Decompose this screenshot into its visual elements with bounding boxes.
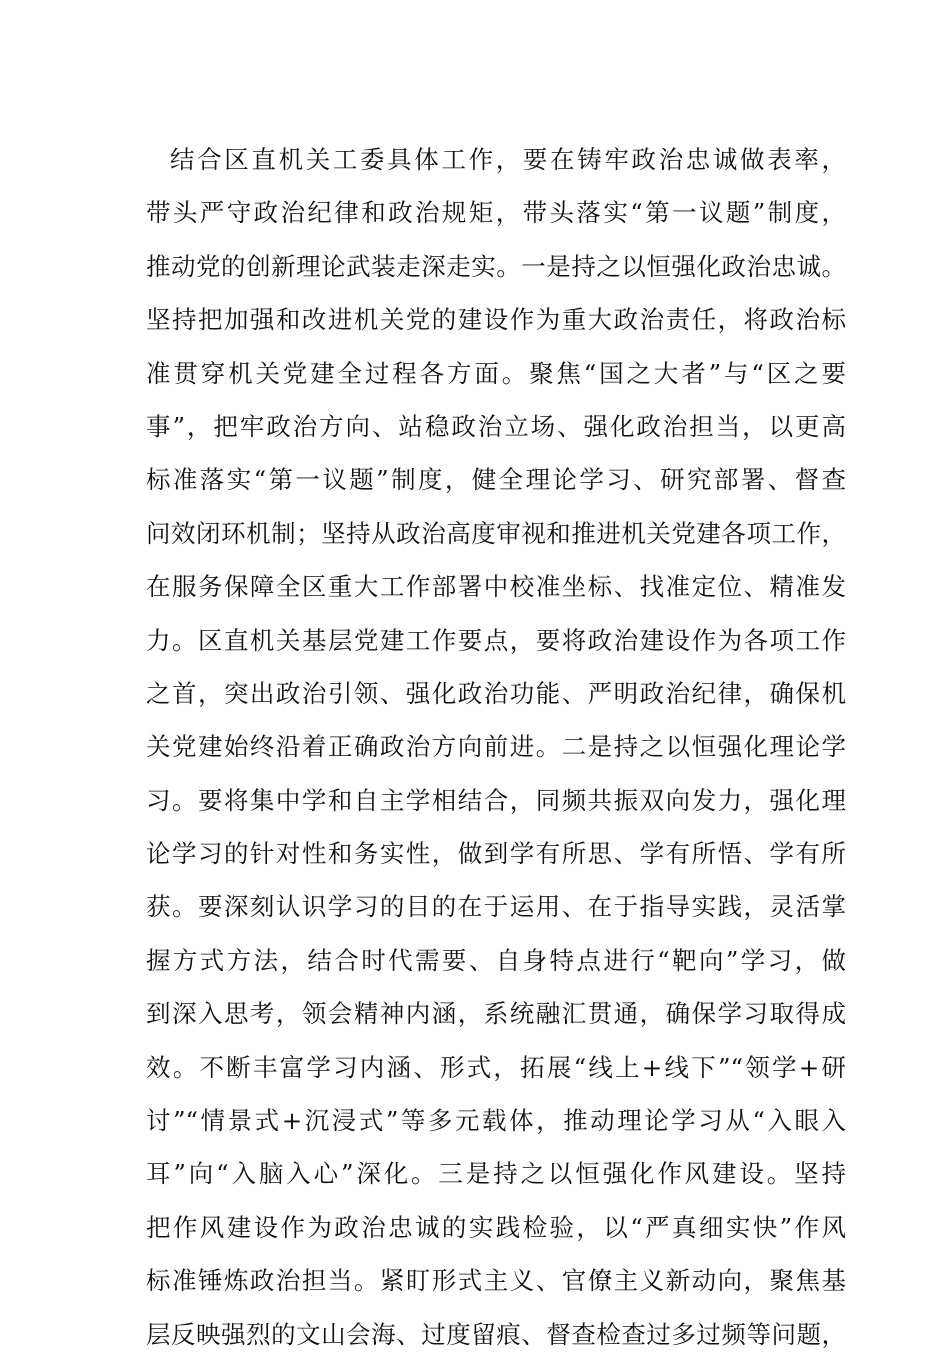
text-line: 推动党的创新理论武装走深走实。一是持之以恒强化政治忠诚。 xyxy=(146,251,846,281)
text-line: 坚持把加强和改进机关党的建设作为重大政治责任，将政治标 xyxy=(146,305,846,335)
text-line: 在服务保障全区重大工作部署中校准坐标、找准定位、精准发 xyxy=(146,572,846,602)
text-line: 之首，突出政治引领、强化政治功能、严明政治纪律，确保机 xyxy=(146,678,846,708)
text-line: 把作风建设作为政治忠诚的实践检验，以“严真细实快”作风 xyxy=(146,1212,846,1242)
text-line: 论学习的针对性和务实性，做到学有所思、学有所悟、学有所 xyxy=(146,839,846,869)
text-line: 问效闭环机制；坚持从政治高度审视和推进机关党建各项工作， xyxy=(146,518,846,548)
text-line: 获。要深刻认识学习的目的在于运用、在于指导实践，灵活掌 xyxy=(146,892,846,922)
text-line: 效。不断丰富学习内涵、形式，拓展“线上+线下”“领学+研 xyxy=(146,1052,846,1082)
body-paragraph xyxy=(146,133,846,1361)
text-line: 关党建始终沿着正确政治方向前进。二是持之以恒强化理论学 xyxy=(146,732,846,762)
text-line: 事”，把牢政治方向、站稳政治立场、强化政治担当，以更高 xyxy=(146,411,846,441)
text-line: 标准落实“第一议题”制度，健全理论学习、研究部署、督查 xyxy=(146,465,846,495)
text-line: 握方式方法，结合时代需要、自身特点进行“靶向”学习，做 xyxy=(146,945,846,975)
text-line: 讨”“情景式+沉浸式”等多元载体，推动理论学习从“入眼入 xyxy=(146,1106,846,1136)
text-line: 力。区直机关基层党建工作要点，要将政治建设作为各项工作 xyxy=(146,625,846,655)
text-line: 到深入思考，领会精神内涵，系统融汇贯通，确保学习取得成 xyxy=(146,999,846,1029)
text-line: 习。要将集中学和自主学相结合，同频共振双向发力，强化理 xyxy=(146,785,846,815)
text-line: 耳”向“入脑入心”深化。三是持之以恒强化作风建设。坚持 xyxy=(146,1159,846,1189)
text-line: 标准锤炼政治担当。紧盯形式主义、官僚主义新动向，聚焦基 xyxy=(146,1266,846,1296)
text-line: 层反映强烈的文山会海、过度留痕、督查检查过多过频等问题， xyxy=(146,1319,846,1349)
text-line: 准贯穿机关党建全过程各方面。聚焦“国之大者”与“区之要 xyxy=(146,358,846,388)
text-line: 带头严守政治纪律和政治规矩，带头落实“第一议题”制度， xyxy=(146,198,846,228)
text-line: 结合区直机关工委具体工作，要在铸牢政治忠诚做表率， xyxy=(170,145,846,174)
